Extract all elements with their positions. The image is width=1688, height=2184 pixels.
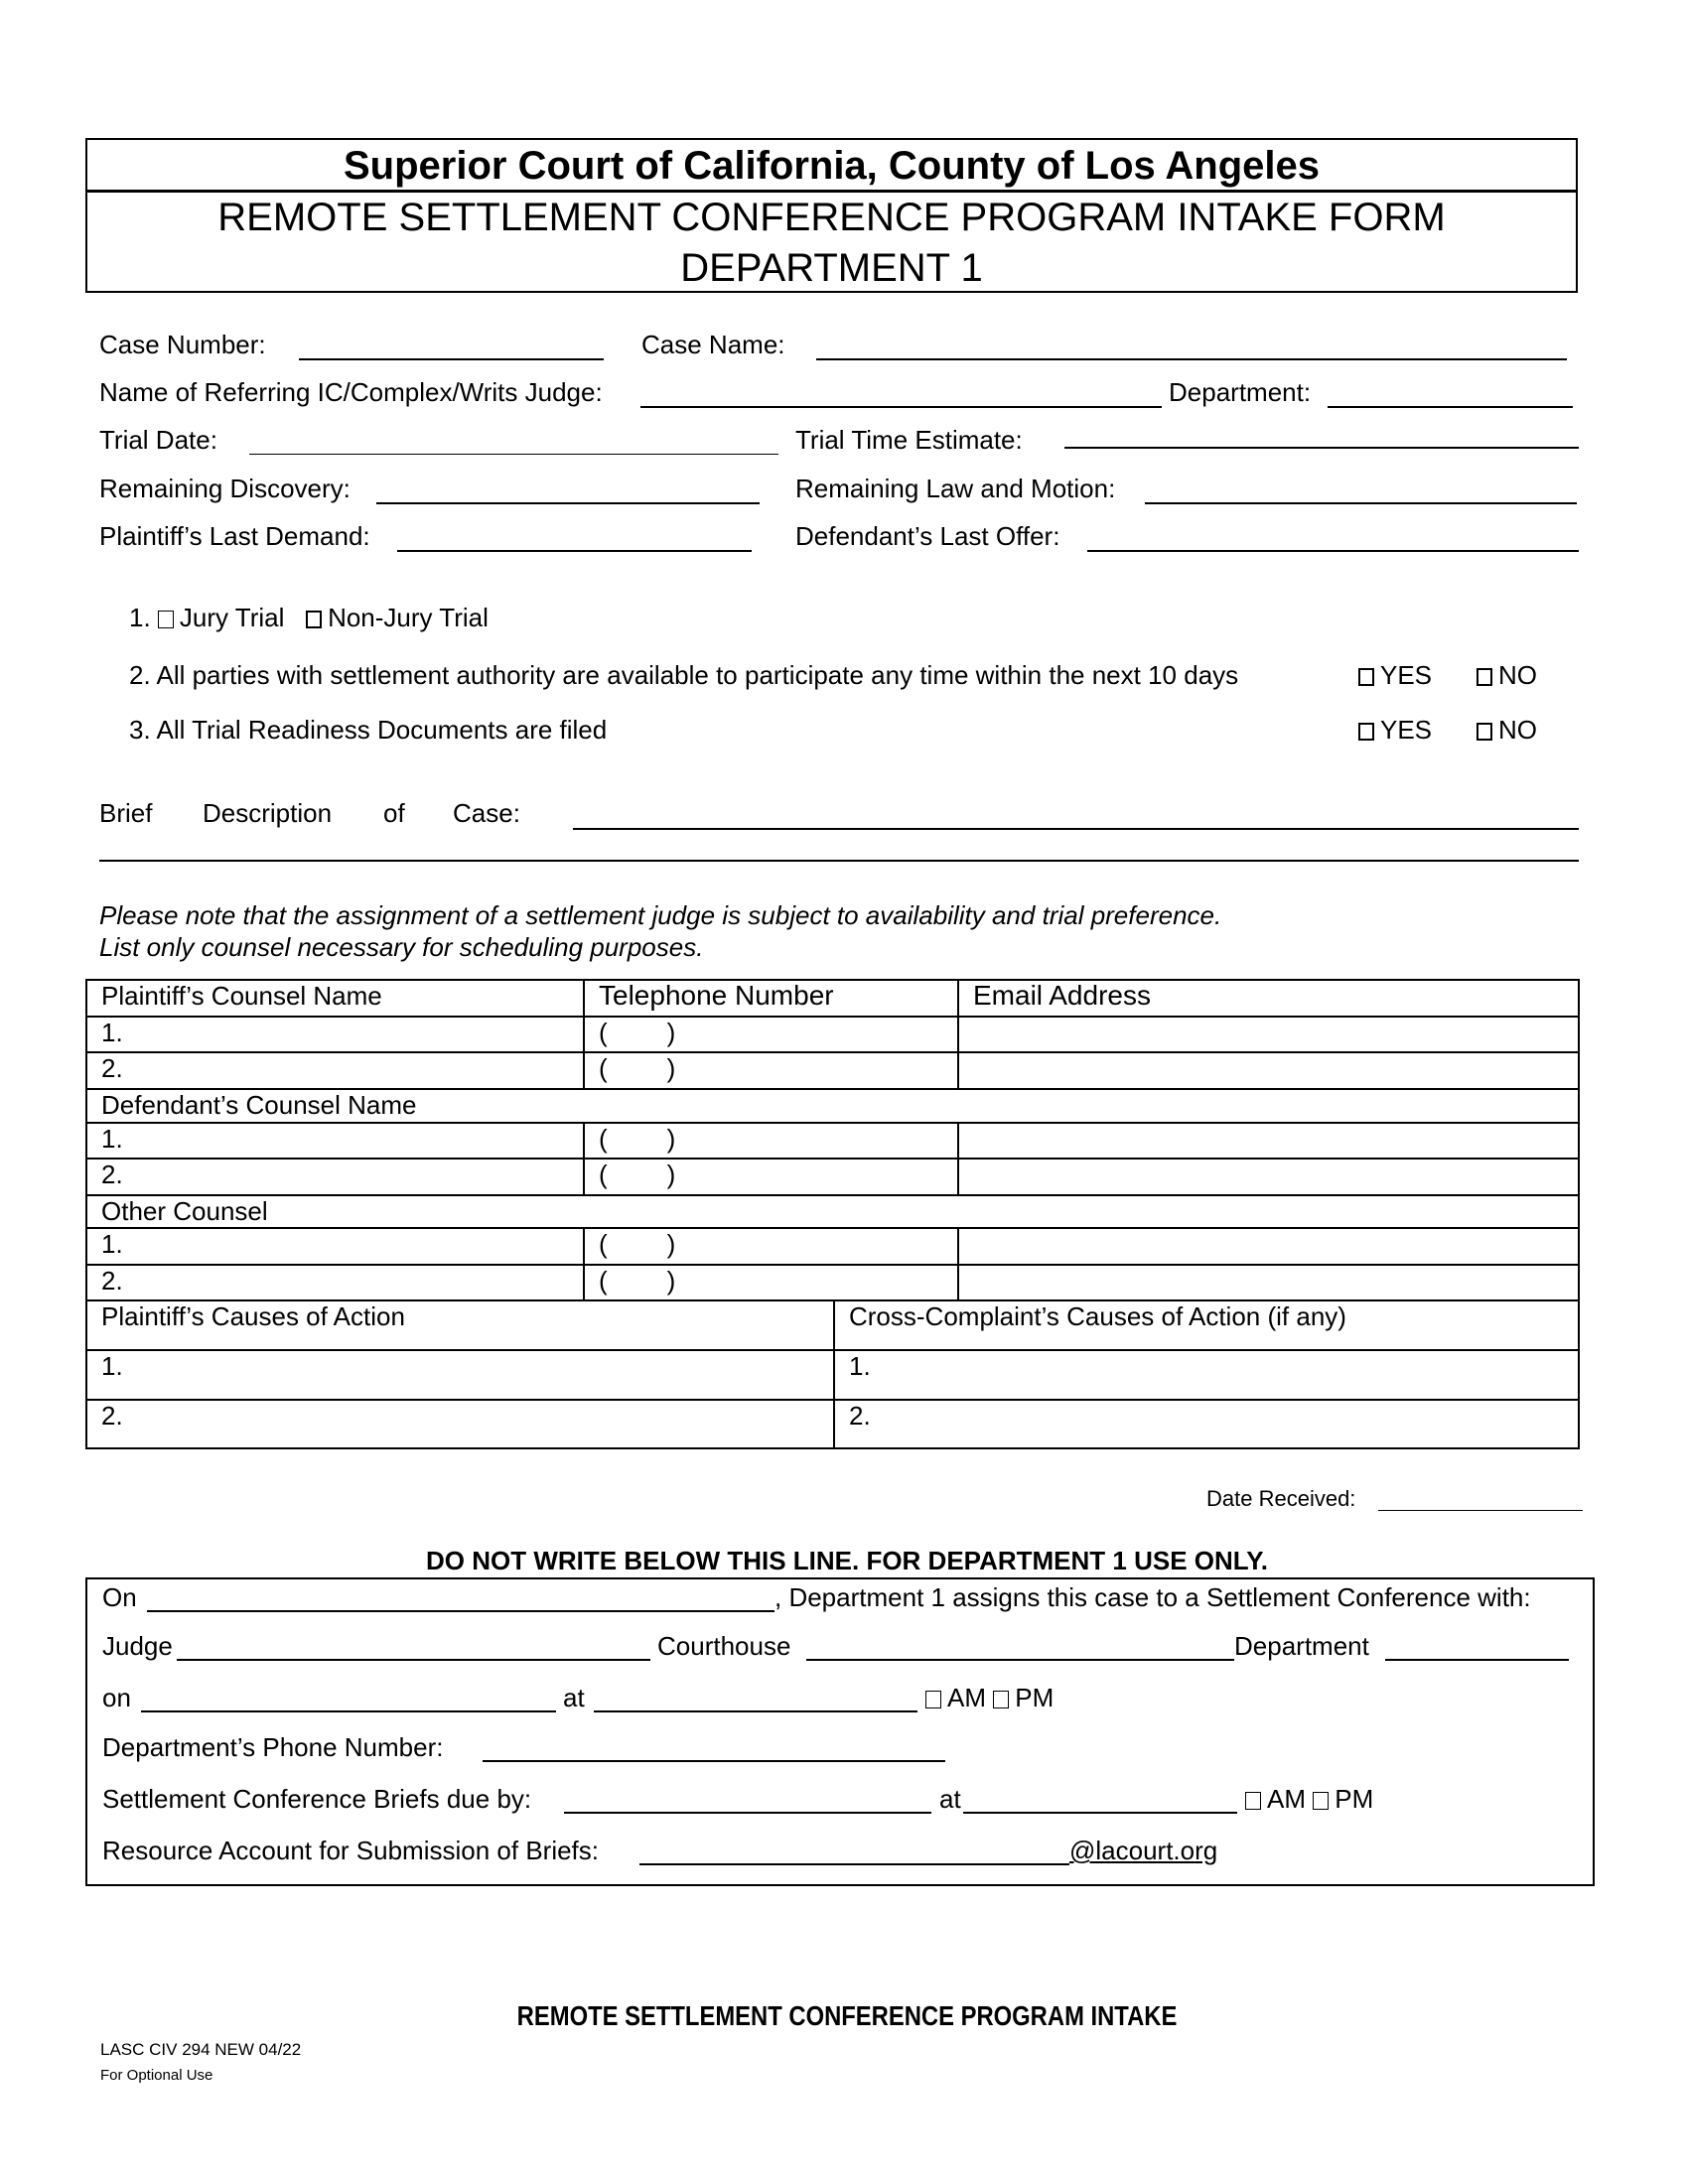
phone-open-paren: ( (599, 1266, 608, 1296)
yes-label: YES (1380, 715, 1433, 745)
case-number-field[interactable] (299, 358, 604, 360)
phone-label: Department’s Phone Number: (102, 1732, 444, 1762)
trial-time-estimate-field[interactable] (1064, 447, 1579, 449)
table-row (86, 1265, 1579, 1300)
briefs-due-time-field[interactable] (963, 1812, 1237, 1814)
pm-checkbox[interactable] (1313, 1792, 1329, 1810)
item-3-yes (1358, 715, 1432, 745)
phone-open-paren: ( (599, 1124, 608, 1154)
am-label: AM (1267, 1784, 1306, 1814)
courthouse-label: Courthouse (657, 1631, 791, 1661)
section-row (86, 1089, 1579, 1123)
item-2-no (1477, 660, 1537, 690)
brief-word-2: Description (203, 798, 333, 828)
phone-open-paren: ( (599, 1018, 608, 1047)
other-phone-1[interactable] (584, 1228, 958, 1265)
plaintiff-cause-1[interactable]: 1. (86, 1350, 834, 1400)
phone-open-paren: ( (599, 1160, 608, 1189)
phone-open-paren: ( (599, 1229, 608, 1259)
referring-judge-field[interactable] (640, 406, 1162, 408)
department-field[interactable] (1328, 406, 1573, 408)
phone-close-paren: ) (666, 1053, 676, 1083)
plaintiff-counsel-2[interactable]: 2. (86, 1052, 584, 1089)
referring-judge-label: Name of Referring IC/Complex/Writs Judge: (99, 377, 603, 407)
plaintiff-counsel-header: Plaintiff’s Counsel Name (86, 980, 584, 1017)
other-email-1[interactable] (958, 1228, 1579, 1265)
table-row (86, 1228, 1579, 1265)
phone-close-paren: ) (666, 1266, 676, 1296)
lacourt-domain: @lacourt.org (1069, 1836, 1218, 1865)
on-label: On (102, 1582, 137, 1612)
table-row (86, 1400, 1579, 1448)
conference-time-field[interactable] (594, 1710, 917, 1712)
at-label: at (563, 1683, 585, 1712)
defendant-last-offer-label: Defendant’s Last Offer: (795, 521, 1060, 551)
resource-account-label: Resource Account for Submission of Briefs: (102, 1836, 600, 1865)
plaintiff-phone-2[interactable] (584, 1052, 958, 1089)
item-1-number: 1. (129, 603, 151, 632)
settlement-department-field[interactable] (1385, 1659, 1569, 1661)
form-code: LASC CIV 294 NEW 04/22 (100, 2040, 302, 2059)
remaining-discovery-field[interactable] (376, 502, 760, 504)
table-header-row (86, 1300, 1579, 1350)
plaintiff-phone-1[interactable] (584, 1017, 958, 1052)
phone-close-paren: ) (666, 1160, 676, 1189)
phone-close-paren: ) (666, 1124, 676, 1154)
department-phone-field[interactable] (483, 1760, 945, 1762)
judge-label: Judge (102, 1631, 173, 1661)
phone-close-paren: ) (666, 1018, 676, 1047)
defendant-counsel-1[interactable]: 1. (86, 1123, 584, 1159)
trial-time-estimate-label: Trial Time Estimate: (795, 425, 1023, 455)
case-name-field[interactable] (816, 358, 1567, 360)
brief-word-1: Brief (99, 798, 153, 828)
settlement-department-label: Department (1234, 1631, 1369, 1661)
assignment-date-field[interactable] (147, 1610, 774, 1612)
item-3-no (1477, 715, 1537, 745)
no-label: NO (1498, 660, 1537, 690)
other-counsel-2[interactable]: 2. (86, 1265, 584, 1300)
table-header-row (86, 980, 1579, 1017)
phone-close-paren: ) (666, 1229, 676, 1259)
defendant-last-offer-field[interactable] (1087, 550, 1579, 552)
pm-checkbox[interactable] (993, 1691, 1009, 1708)
department-label: Department: (1169, 377, 1312, 407)
briefs-due-date-field[interactable] (564, 1812, 931, 1814)
brief-word-3: of (383, 798, 405, 828)
yes-label: YES (1380, 660, 1433, 690)
cross-cause-2[interactable]: 2. (834, 1400, 1579, 1448)
checklist-item-1 (129, 603, 489, 632)
defendant-email-1[interactable] (958, 1123, 1579, 1159)
conference-ampm (925, 1683, 1054, 1712)
do-not-write-warning: DO NOT WRITE BELOW THIS LINE. FOR DEPARTMENT 1 USE ONLY. (426, 1546, 1268, 1575)
plaintiff-cause-2[interactable]: 2. (86, 1400, 834, 1448)
resource-account-field[interactable] (639, 1863, 1069, 1865)
table-row (86, 1123, 1579, 1159)
on-date-label: on (102, 1683, 131, 1712)
item-2-yes-checkbox[interactable] (1358, 668, 1374, 686)
court-name: Superior Court of California, County of Los Angeles (87, 140, 1576, 193)
item-2-yes (1358, 660, 1432, 690)
note-line-1: Please note that the assignment of a settlement judge is subject to availability and trial preference. (99, 900, 1222, 930)
causes-table (85, 1299, 1580, 1449)
other-email-2[interactable] (958, 1265, 1579, 1300)
plaintiff-email-1[interactable] (958, 1017, 1579, 1052)
am-label: AM (947, 1683, 986, 1712)
plaintiff-causes-header: Plaintiff’s Causes of Action (86, 1300, 834, 1350)
cross-cause-1[interactable]: 1. (834, 1350, 1579, 1400)
plaintiff-last-demand-label: Plaintiff’s Last Demand: (99, 521, 370, 551)
table-row (86, 1052, 1579, 1089)
case-name-label: Case Name: (641, 330, 785, 359)
defendant-counsel-header: Defendant’s Counsel Name (86, 1089, 1579, 1123)
non-jury-trial-checkbox[interactable] (306, 611, 322, 628)
conference-date-field[interactable] (141, 1710, 556, 1712)
non-jury-trial-label: Non-Jury Trial (328, 603, 489, 632)
remaining-discovery-label: Remaining Discovery: (99, 474, 351, 503)
form-department: DEPARTMENT 1 (680, 246, 983, 290)
courthouse-field[interactable] (806, 1659, 1234, 1661)
table-row (86, 1350, 1579, 1400)
remaining-law-motion-field[interactable] (1145, 502, 1577, 504)
cross-causes-header: Cross-Complaint’s Causes of Action (if any) (834, 1300, 1579, 1350)
judge-field[interactable] (177, 1659, 650, 1661)
briefs-at-label: at (939, 1784, 961, 1814)
item-3-yes-checkbox[interactable] (1358, 723, 1374, 741)
date-received-label: Date Received: (1206, 1486, 1356, 1511)
optional-use-note: For Optional Use (100, 2067, 213, 2084)
other-counsel-header: Other Counsel (86, 1195, 1579, 1228)
am-checkbox[interactable] (925, 1691, 941, 1708)
counsel-table (85, 979, 1580, 1301)
briefs-due-label: Settlement Conference Briefs due by: (102, 1784, 532, 1814)
telephone-header: Telephone Number (584, 980, 958, 1017)
brief-description-field[interactable] (573, 828, 1579, 830)
case-number-label: Case Number: (99, 330, 266, 359)
item-2-no-checkbox[interactable] (1477, 668, 1492, 686)
checklist-item-2: 2. All parties with settlement authority are available to participate any time within the next 10 days (129, 660, 1239, 690)
jury-trial-checkbox[interactable] (158, 611, 174, 628)
plaintiff-email-2[interactable] (958, 1052, 1579, 1089)
note-line-2: List only counsel necessary for scheduling purposes. (99, 932, 704, 962)
section-row (86, 1195, 1579, 1228)
email-header: Email Address (958, 980, 1579, 1017)
jury-trial-label: Jury Trial (179, 603, 285, 632)
am-checkbox[interactable] (1245, 1792, 1261, 1810)
plaintiff-last-demand-field[interactable] (397, 550, 752, 552)
no-label: NO (1498, 715, 1537, 745)
other-counsel-1[interactable]: 1. (86, 1228, 584, 1265)
assigns-text: , Department 1 assigns this case to a Settlement Conference with: (774, 1582, 1531, 1612)
defendant-phone-2[interactable] (584, 1159, 958, 1195)
pm-label: PM (1335, 1784, 1374, 1814)
plaintiff-counsel-1[interactable]: 1. (86, 1017, 584, 1052)
table-row (86, 1159, 1579, 1195)
defendant-counsel-2[interactable]: 2. (86, 1159, 584, 1195)
briefs-ampm (1245, 1784, 1373, 1814)
phone-open-paren: ( (599, 1053, 608, 1083)
form-title: REMOTE SETTLEMENT CONFERENCE PROGRAM INTAKE FORM (217, 196, 1446, 239)
trial-date-field[interactable] (249, 454, 778, 455)
remaining-law-motion-label: Remaining Law and Motion: (795, 474, 1116, 503)
defendant-phone-1[interactable] (584, 1123, 958, 1159)
pm-label: PM (1015, 1683, 1055, 1712)
checklist-item-3: 3. All Trial Readiness Documents are filed (129, 715, 608, 745)
footer-title: REMOTE SETTLEMENT CONFERENCE PROGRAM INTAKE (516, 2000, 1178, 2031)
form-header (85, 138, 1578, 293)
date-received-field[interactable] (1378, 1510, 1583, 1511)
defendant-email-2[interactable] (958, 1159, 1579, 1195)
brief-description-field-line-2[interactable] (99, 860, 1579, 862)
item-3-no-checkbox[interactable] (1477, 723, 1492, 741)
table-row (86, 1017, 1579, 1052)
trial-date-label: Trial Date: (99, 425, 217, 455)
other-phone-2[interactable] (584, 1265, 958, 1300)
brief-word-4: Case: (453, 798, 520, 828)
